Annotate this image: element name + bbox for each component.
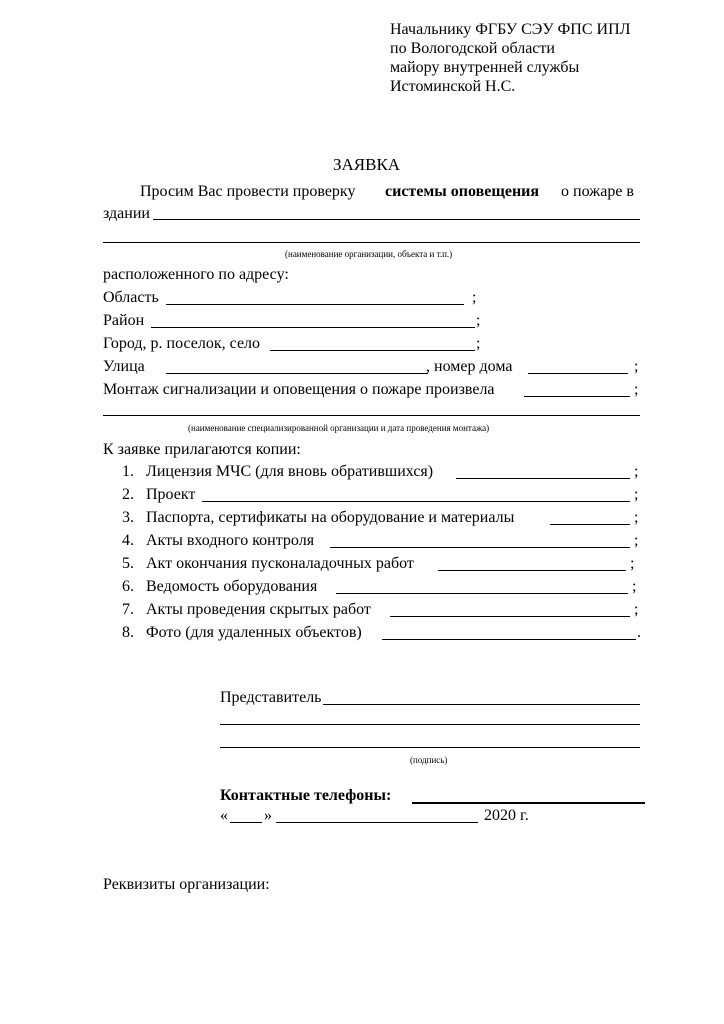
list-item-number: 8. [122, 624, 134, 641]
addressee-line: майору внутренней службы [390, 59, 580, 76]
install-org-line[interactable] [103, 415, 640, 416]
list-item-text: Фото (для удаленных объектов) [146, 624, 362, 641]
district-field[interactable] [151, 327, 475, 328]
street-label: Улица [103, 358, 145, 375]
attachment-field[interactable] [438, 570, 626, 571]
phones-label: Контактные телефоны: [220, 787, 392, 804]
list-item-end: ; [634, 601, 639, 618]
addressee-line: Истоминской Н.С. [390, 78, 516, 95]
attachment-field[interactable] [336, 593, 628, 594]
semicolon: ; [472, 289, 477, 306]
street-field[interactable] [166, 373, 428, 374]
document-title: ЗАЯВКА [333, 155, 401, 174]
attachment-field[interactable] [330, 547, 630, 548]
signature-line[interactable] [220, 747, 640, 748]
list-item-text: Акты входного контроля [146, 532, 315, 549]
list-item-number: 7. [122, 601, 134, 618]
list-item-number: 3. [122, 509, 134, 526]
list-item-number: 6. [122, 578, 134, 595]
install-caption: (наименование специализированной организации и дата проведения монтажа) [188, 423, 490, 433]
house-label: , номер дома [426, 358, 513, 375]
organization-line[interactable] [103, 242, 640, 243]
list-item-number: 2. [122, 486, 134, 503]
list-item-end: ; [634, 463, 639, 480]
list-item-number: 1. [122, 463, 134, 480]
intro-part2: о пожаре в [561, 183, 634, 200]
attachment-field[interactable] [390, 616, 630, 617]
list-item-text: Ведомость оборудования [146, 578, 318, 595]
city-field[interactable] [270, 350, 475, 351]
semicolon: ; [476, 335, 481, 352]
building-line[interactable] [153, 219, 640, 220]
district-label: Район [103, 312, 145, 329]
list-item-text: Паспорта, сертификаты на оборудование и материалы [146, 509, 515, 526]
city-label: Город, р. поселок, село [103, 335, 261, 352]
intro-part1: Просим Вас провести проверку [140, 183, 356, 200]
list-item-end: ; [634, 532, 639, 549]
representative-line-2[interactable] [220, 724, 640, 725]
attachment-field[interactable] [550, 524, 630, 525]
list-item-number: 5. [122, 555, 134, 572]
semicolon: ; [476, 312, 481, 329]
region-label: Область [103, 289, 159, 306]
date-open-quote: « [220, 807, 228, 824]
addressee-line: по Вологодской области [390, 40, 555, 57]
house-field[interactable] [528, 373, 628, 374]
address-label: расположенного по адресу: [103, 266, 289, 283]
attachment-field[interactable] [382, 639, 636, 640]
date-month-field[interactable] [276, 822, 478, 823]
list-item-number: 4. [122, 532, 134, 549]
date-day-field[interactable] [230, 822, 262, 823]
install-field[interactable] [524, 396, 630, 397]
date-year: 2020 г. [484, 807, 529, 824]
attachments-label: К заявке прилагаются копии: [103, 441, 301, 458]
requisites-label: Реквизиты организации: [103, 876, 270, 893]
list-item-end: ; [634, 509, 639, 526]
semicolon: ; [634, 358, 639, 375]
attachment-field[interactable] [456, 478, 630, 479]
building-label: здании [103, 205, 150, 222]
signature-caption: (подпись) [410, 755, 448, 765]
list-item-text: Акт окончания пусконаладочных работ [146, 555, 414, 572]
install-label: Монтаж сигнализации и оповещения о пожаре произвела [103, 381, 495, 398]
list-item-text: Акты проведения скрытых работ [146, 601, 371, 618]
phones-field[interactable] [412, 802, 645, 804]
list-item-end: ; [630, 555, 635, 572]
attachment-field[interactable] [202, 501, 630, 502]
organization-caption: (наименование организации, объекта и т.п.) [285, 249, 453, 259]
list-item-end: ; [632, 578, 637, 595]
addressee-line: Начальнику ФГБУ СЭУ ФПС ИПЛ [390, 21, 631, 38]
representative-field[interactable] [323, 704, 640, 705]
list-item-end: ; [634, 486, 639, 503]
representative-label: Представитель [220, 689, 322, 706]
list-item-text: Лицензия МЧС (для вновь обратившихся) [146, 463, 434, 480]
semicolon: ; [634, 381, 639, 398]
intro-bold: системы оповещения [385, 183, 540, 200]
list-item-text: Проект [146, 486, 196, 503]
addressee-block [390, 20, 631, 96]
date-close-quote: » [264, 807, 272, 824]
region-field[interactable] [166, 304, 464, 305]
list-item-end: . [637, 624, 641, 641]
